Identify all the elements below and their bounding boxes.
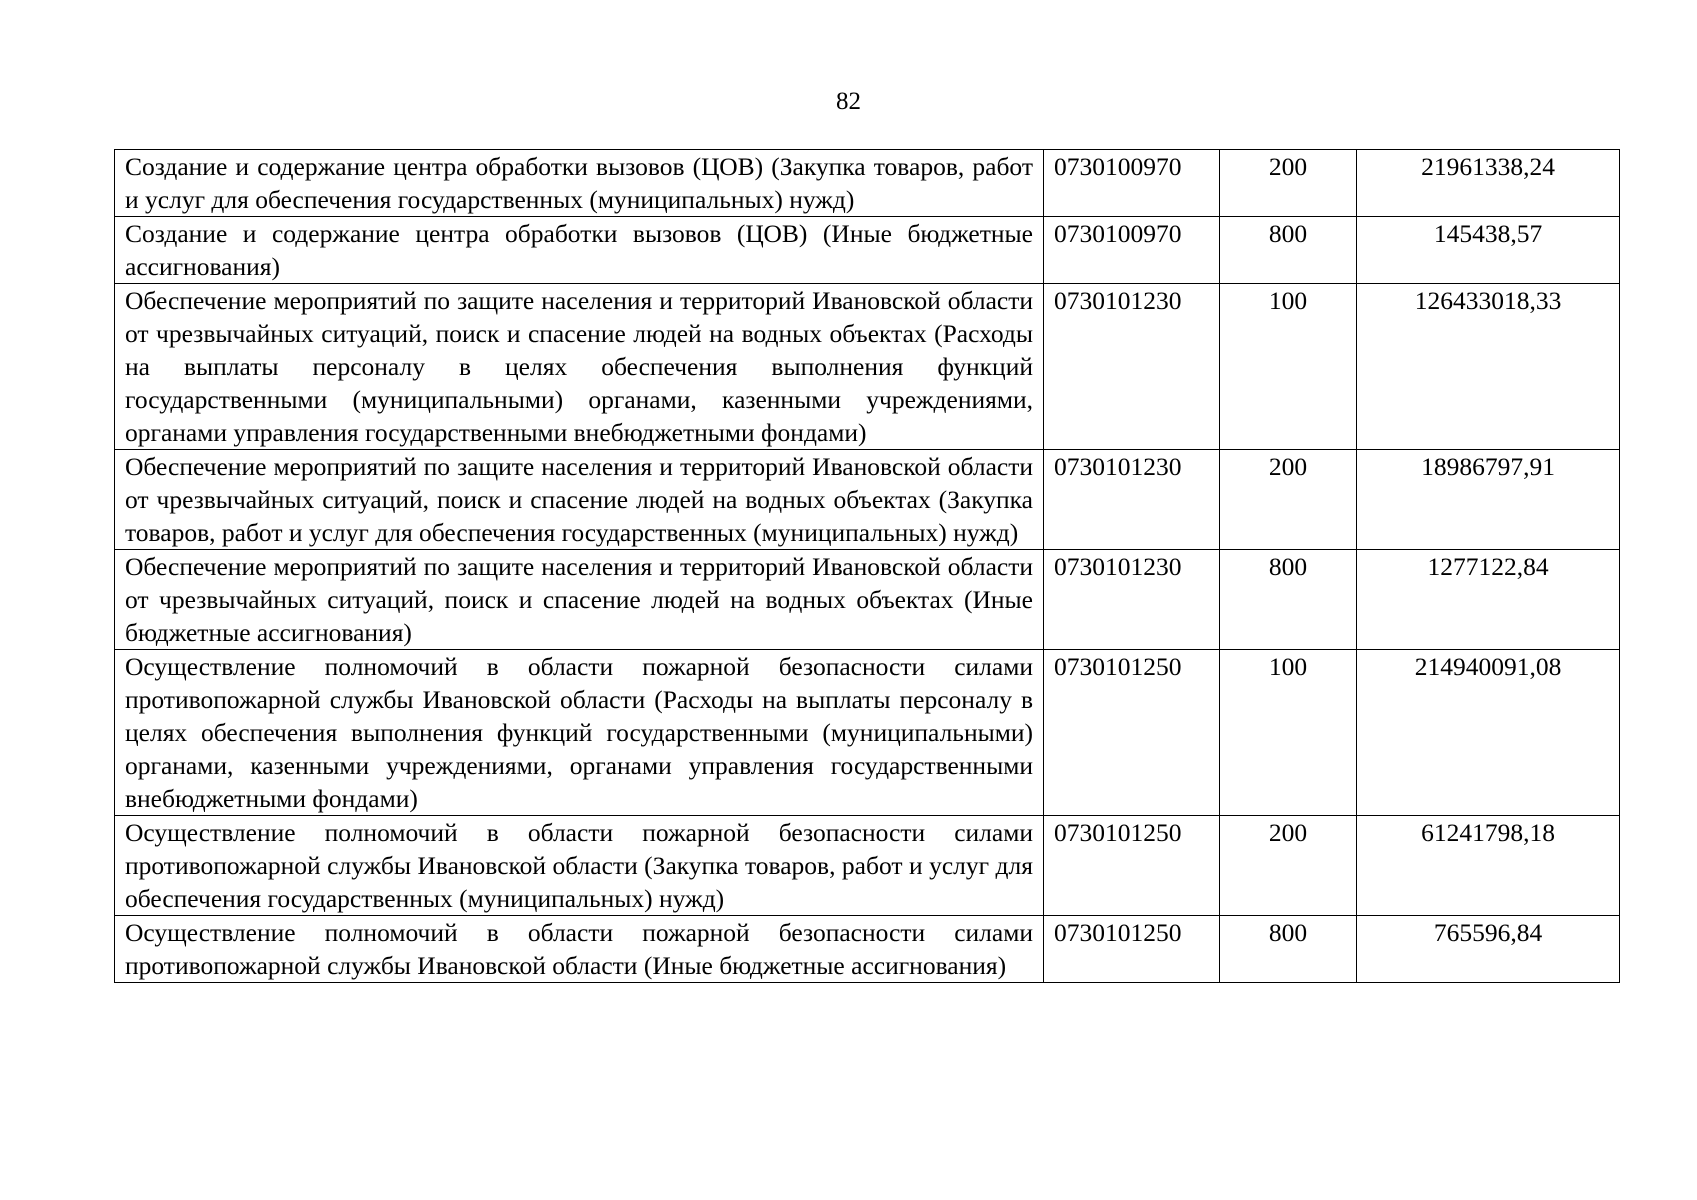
row-amount: 61241798,18 xyxy=(1357,816,1620,916)
row-description: Осуществление полномочий в области пожарной безопасности силами противопожарной службы Ивановской области (Иные бюджетные ассигнования) xyxy=(115,916,1044,983)
row-target-code: 0730100970 xyxy=(1044,217,1220,284)
row-amount: 126433018,33 xyxy=(1357,284,1620,450)
row-expense-type: 800 xyxy=(1220,217,1357,284)
row-expense-type: 800 xyxy=(1220,916,1357,983)
budget-table xyxy=(114,149,1620,983)
row-amount: 145438,57 xyxy=(1357,217,1620,284)
row-expense-type: 800 xyxy=(1220,550,1357,650)
table-row xyxy=(115,450,1620,550)
table-row xyxy=(115,217,1620,284)
table-row xyxy=(115,916,1620,983)
row-target-code: 0730101230 xyxy=(1044,284,1220,450)
row-description: Обеспечение мероприятий по защите населения и территорий Ивановской области от чрезвычайных ситуаций, поиск и спасение людей на водных объектах (Закупка товаров, работ и услуг для обеспечения государственных (муниципальных) нужд) xyxy=(115,450,1044,550)
row-amount: 765596,84 xyxy=(1357,916,1620,983)
row-description: Обеспечение мероприятий по защите населения и территорий Ивановской области от чрезвычайных ситуаций, поиск и спасение людей на водных объектах (Расходы на выплаты персоналу в целях обеспечения выполнения функций государственными (муниципальными) органами, казенными учреждениями, органами управления государственными внебюджетными фондами) xyxy=(115,284,1044,450)
row-amount: 1277122,84 xyxy=(1357,550,1620,650)
row-description: Осуществление полномочий в области пожарной безопасности силами противопожарной службы Ивановской области (Закупка товаров, работ и услуг для обеспечения государственных (муниципальных) нужд) xyxy=(115,816,1044,916)
table-row xyxy=(115,550,1620,650)
table-row xyxy=(115,150,1620,217)
row-expense-type: 200 xyxy=(1220,150,1357,217)
row-target-code: 0730101250 xyxy=(1044,650,1220,816)
row-description: Создание и содержание центра обработки вызовов (ЦОВ) (Закупка товаров, работ и услуг для обеспечения государственных (муниципальных) нужд) xyxy=(115,150,1044,217)
row-target-code: 0730100970 xyxy=(1044,150,1220,217)
row-amount: 214940091,08 xyxy=(1357,650,1620,816)
row-target-code: 0730101230 xyxy=(1044,550,1220,650)
row-description: Обеспечение мероприятий по защите населения и территорий Ивановской области от чрезвычайных ситуаций, поиск и спасение людей на водных объектах (Иные бюджетные ассигнования) xyxy=(115,550,1044,650)
row-target-code: 0730101230 xyxy=(1044,450,1220,550)
row-expense-type: 200 xyxy=(1220,450,1357,550)
table-row xyxy=(115,816,1620,916)
row-amount: 18986797,91 xyxy=(1357,450,1620,550)
row-target-code: 0730101250 xyxy=(1044,816,1220,916)
row-description: Осуществление полномочий в области пожарной безопасности силами противопожарной службы Ивановской области (Расходы на выплаты персоналу в целях обеспечения выполнения функций государственными (муниципальными) органами, казенными учреждениями, органами управления государственными внебюджетными фондами) xyxy=(115,650,1044,816)
row-description: Создание и содержание центра обработки вызовов (ЦОВ) (Иные бюджетные ассигнования) xyxy=(115,217,1044,284)
row-expense-type: 100 xyxy=(1220,284,1357,450)
row-expense-type: 100 xyxy=(1220,650,1357,816)
page-number: 82 xyxy=(836,88,861,115)
row-target-code: 0730101250 xyxy=(1044,916,1220,983)
row-amount: 21961338,24 xyxy=(1357,150,1620,217)
table-row xyxy=(115,284,1620,450)
table-row xyxy=(115,650,1620,816)
row-expense-type: 200 xyxy=(1220,816,1357,916)
